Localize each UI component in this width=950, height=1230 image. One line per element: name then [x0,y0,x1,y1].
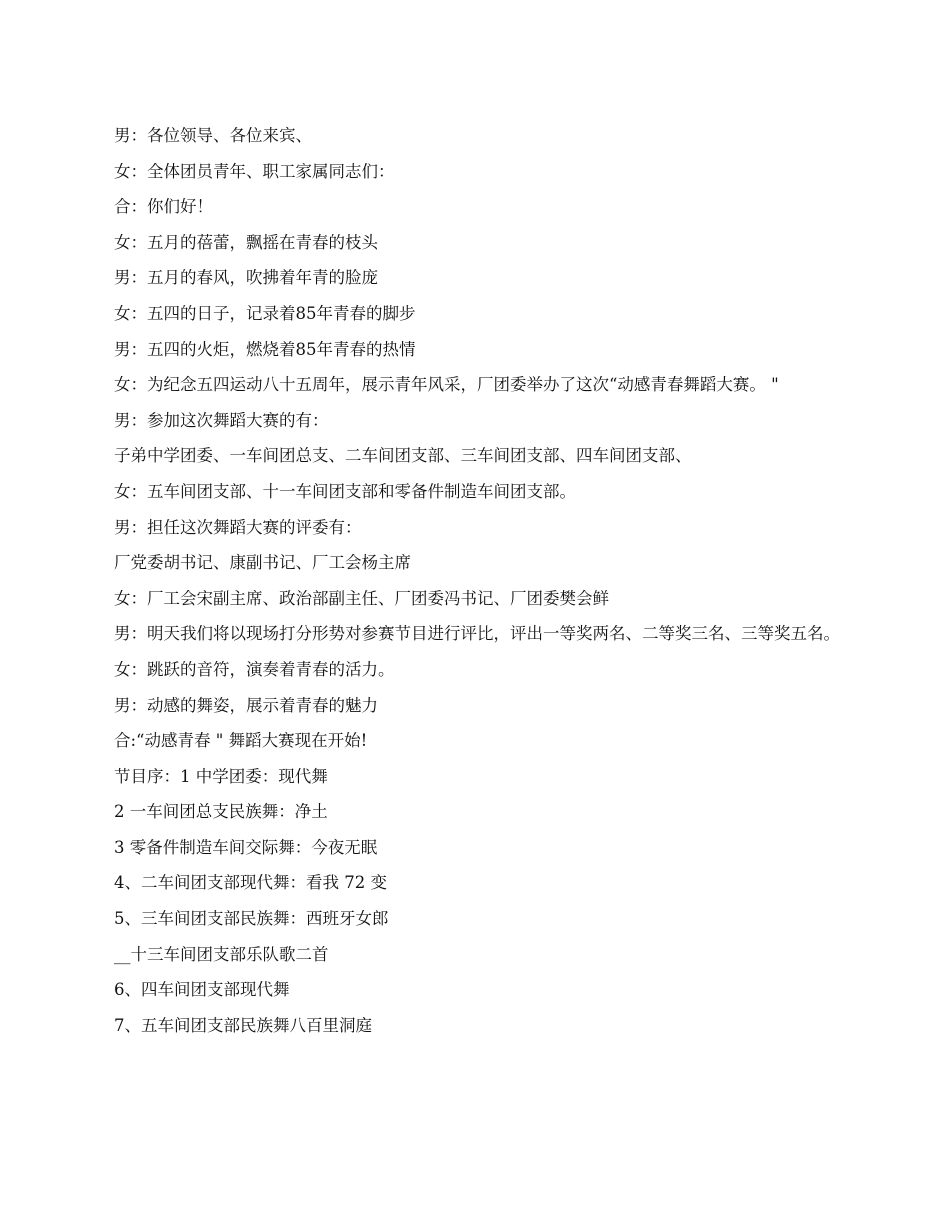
program-item: 2 一车间团总支民族舞：净土 [114,802,328,822]
paragraph-greeting-together: 合：你们好！ [114,197,213,217]
paragraph-judges-list-continued: 女：厂工会宋副主席、政治部副主任、厂团委冯书记、厂团委樊会鲜 [114,588,609,608]
paragraph-opening: 合:“动感青春 " 舞蹈大赛现在开始! [114,731,368,751]
paragraph-line: 女：跳跃的音符，演奏着青春的活力。 [114,659,395,679]
paragraph-greeting-female: 女：全体团员青年、职工家属同志们： [114,161,395,181]
paragraph-judges-heading: 男：担任这次舞蹈大赛的评委有： [114,517,362,537]
paragraph-line: 男：五四的火炬，燃烧着85年青春的热情 [114,339,416,359]
paragraph-participants-heading: 男：参加这次舞蹈大赛的有： [114,410,329,430]
program-item: 6、四车间团支部现代舞 [114,980,290,1000]
paragraph-line: 男：五月的春风，吹拂着年青的脸庞 [114,268,378,288]
program-item: 5、三车间团支部民族舞：西班牙女郎 [114,909,389,929]
program-item: 4、二车间团支部现代舞：看我 72 变 [114,873,387,893]
paragraph-event-intro: 女：为纪念五四运动八十五周年，展示青年风采，厂团委举办了这次“动感青春舞蹈大赛。 " [114,375,779,395]
paragraph-participants-list: 子弟中学团委、一车间团总支、二车间团支部、三车间团支部、四车间团支部、 [114,446,692,466]
paragraph-judges-list: 厂党委胡书记、康副书记、厂工会杨主席 [114,553,411,573]
paragraph-award-rules: 男：明天我们将以现场打分形势对参赛节目进行评比，评出一等奖两名、二等奖三名、三等奖五名。 [114,624,840,644]
program-item: 3 零备件制造车间交际舞：今夜无眠 [114,837,378,857]
program-item: 7、五车间团支部民族舞八百里洞庭 [114,1015,372,1035]
program-item: 节目序：1 中学团委：现代舞 [114,766,328,786]
paragraph-line: 女：五四的日子，记录着85年青春的脚步 [114,303,416,323]
paragraph-line: 男：动感的舞姿，展示着青春的魅力 [114,695,378,715]
document-body [114,124,844,1049]
paragraph-greeting-male: 男：各位领导、各位来宾、 [114,126,312,145]
program-item: __十三车间团支部乐队歌二首 [114,944,329,964]
paragraph-line: 女：五月的蓓蕾，飘摇在青春的枝头 [114,232,378,252]
paragraph-participants-list-continued: 女：五车间团支部、十一车间团支部和零备件制造车间团支部。 [114,481,576,501]
